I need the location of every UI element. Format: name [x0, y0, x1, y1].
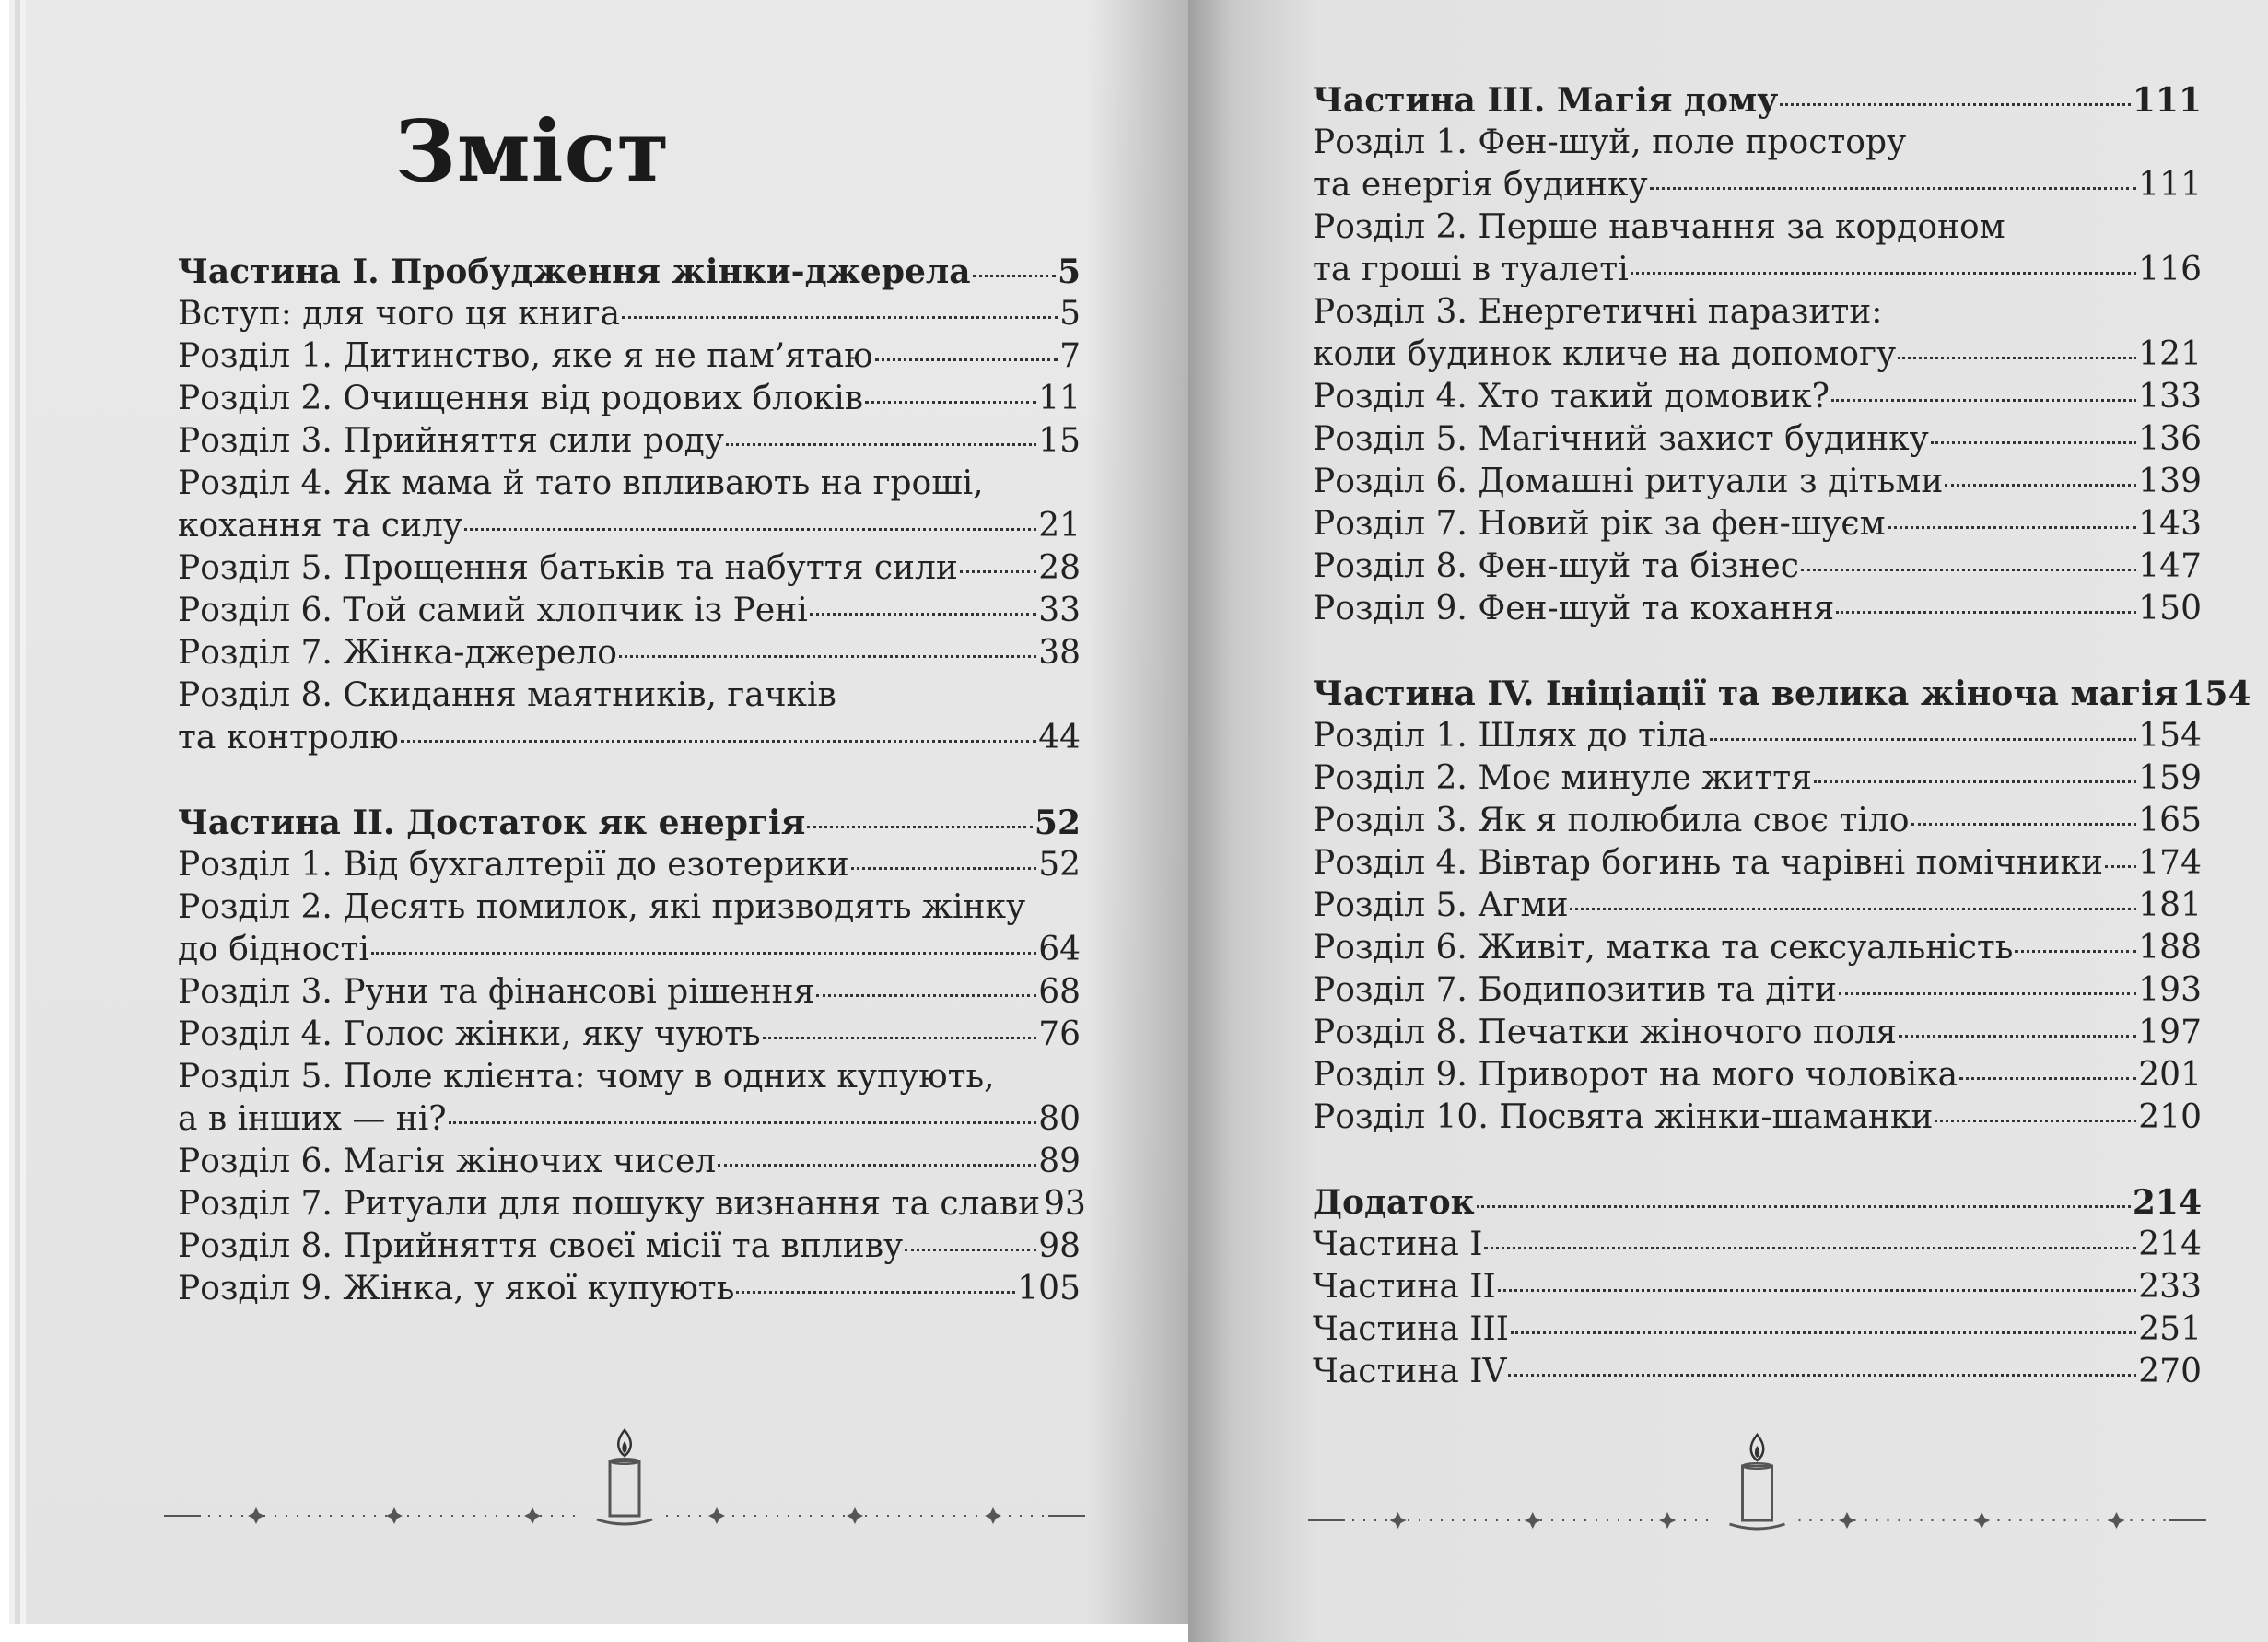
page-number: 111	[2138, 166, 2202, 204]
toc-entry-title: Розділ 8. Печатки жіночого поля	[1313, 1014, 1898, 1051]
dot-leader	[622, 316, 1058, 319]
page-number: 64	[1038, 931, 1081, 968]
moon-icon	[1598, 1514, 1605, 1527]
page-number: 52	[1034, 803, 1081, 842]
toc-entry	[178, 378, 1081, 420]
toc-section	[1313, 673, 2251, 1139]
page-number: 105	[1017, 1270, 1081, 1308]
toc-entry-row	[1313, 376, 2202, 418]
dot-leader	[810, 613, 1036, 616]
toc-section	[1313, 1181, 2202, 1393]
toc-entry-title: Розділ 8. Фен-шуй та бізнес	[1313, 547, 1799, 585]
toc-entry	[178, 1141, 1081, 1183]
moon-icon	[323, 1509, 330, 1522]
toc-entry-title: Розділ 4. Як мама й тато впливають на гроші,	[178, 464, 984, 502]
toc-entry-row	[1313, 1097, 2202, 1139]
toc-entry	[1313, 927, 2202, 969]
page-number: 5	[1059, 295, 1081, 333]
toc-entry-title: Розділ 10. Посвята жінки-шаманки	[1313, 1098, 1934, 1136]
dot-leader	[1935, 1120, 2136, 1122]
dot-leader	[449, 1121, 1037, 1124]
dot-leader	[1911, 823, 2137, 826]
dot-leader	[960, 570, 1036, 573]
page-title: Зміст	[394, 101, 671, 201]
page-number: 270	[2138, 1353, 2202, 1390]
toc-entry-title: Розділ 6. Живіт, матка та сексуальність	[1313, 929, 2014, 967]
dot-leader	[1650, 187, 2137, 190]
toc-entry	[1313, 1097, 2202, 1139]
toc-entry-title: кохання та силу	[178, 507, 463, 545]
toc-entry-row	[1313, 673, 2251, 715]
page-number: 154	[2181, 674, 2251, 713]
dot-leader	[1888, 526, 2137, 529]
page-number: 139	[2138, 463, 2202, 500]
star-icon	[1390, 1512, 1407, 1529]
page-number: 52	[1038, 846, 1081, 884]
toc-entry-row	[178, 717, 1081, 759]
toc-entry	[1313, 1266, 2202, 1308]
toc-entry-row	[1313, 588, 2202, 630]
page-number: 159	[2138, 759, 2202, 797]
toc-entry-title: Розділ 4. Вівтар богинь та чарівні помічники	[1313, 844, 2103, 882]
toc-entry-title: Розділ 3. Як я полюбила своє тіло	[1313, 802, 1910, 839]
page-number: 21	[1038, 507, 1081, 545]
dot-leader	[736, 1291, 1015, 1294]
dot-leader	[851, 867, 1037, 870]
star-icon	[1525, 1512, 1541, 1529]
toc-entry	[178, 844, 1081, 886]
toc-entry-row	[1313, 1224, 2202, 1266]
toc-entry-title: Розділ 7. Ритуали для пошуку визнання та слави	[178, 1185, 1041, 1223]
toc-entry-title: Вступ: для чого ця книга	[178, 295, 621, 333]
candle-icon	[597, 1430, 652, 1524]
page-number: 111	[2132, 81, 2202, 120]
toc-entry-title: Розділ 9. Фен-шуй та кохання	[1313, 590, 1835, 627]
toc-entry-title: та енергія будинку	[1313, 166, 1648, 204]
page-number: 210	[2138, 1098, 2202, 1136]
toc-entry-row	[178, 844, 1081, 886]
page-number: 147	[2138, 547, 2202, 585]
star-icon	[1659, 1512, 1676, 1529]
toc-entry-row	[1313, 969, 2202, 1012]
page-number: 116	[2138, 251, 2202, 288]
toc-entry-row	[178, 251, 1081, 293]
dot-leader	[1839, 992, 2136, 995]
toc-entry-row	[1313, 715, 2202, 757]
toc-entry	[1313, 842, 2202, 885]
toc-part-entry	[178, 802, 1081, 844]
toc-left	[178, 251, 1086, 1353]
toc-entry-row	[1313, 418, 2202, 461]
right-page	[1188, 0, 2268, 1642]
page-number: 121	[2138, 335, 2202, 373]
star-icon	[2109, 1512, 2125, 1529]
toc-entry-row	[1313, 249, 2202, 291]
toc-entry-row	[178, 547, 1081, 590]
dot-leader	[619, 655, 1036, 658]
star-icon	[985, 1507, 1001, 1524]
toc-entry	[178, 1268, 1081, 1310]
toc-entry	[178, 1014, 1081, 1056]
toc-section	[178, 802, 1086, 1310]
toc-entry-title: Розділ 1. Дитинство, яке я не пам’ятаю	[178, 337, 873, 375]
toc-entry-title: Частина I	[1313, 1226, 1483, 1263]
toc-part-entry	[178, 251, 1081, 293]
star-icon	[248, 1507, 264, 1524]
toc-entry-title: Розділ 6. Той самий хлопчик із Рені	[178, 592, 808, 629]
toc-entry-title: Розділ 7. Новий рік за фен-шуєм	[1313, 505, 1886, 543]
toc-entry	[1313, 206, 2202, 291]
toc-entry	[1313, 757, 2202, 800]
toc-entry-title: Розділ 3. Руни та фінансові рішення	[178, 973, 815, 1011]
star-icon	[386, 1507, 403, 1524]
dot-leader	[1780, 103, 2131, 106]
toc-part-entry	[1313, 673, 2251, 715]
toc-entry	[178, 1183, 1086, 1226]
toc-entry-title: Частина III	[1313, 1310, 1509, 1348]
toc-entry	[1313, 1308, 2202, 1351]
toc-entry-row	[1313, 164, 2202, 206]
toc-entry	[178, 420, 1081, 463]
toc-entry-title: Розділ 2. Перше навчання за кордоном	[1313, 208, 2005, 246]
toc-entry-title: Частина II	[1313, 1268, 1496, 1306]
toc-entry	[1313, 588, 2202, 630]
toc-entry-title: Розділ 2. Моє минуле життя	[1313, 759, 1812, 797]
toc-entry	[1313, 503, 2202, 545]
toc-entry-title: а в інших — ні?	[178, 1100, 447, 1138]
toc-entry-row	[1313, 927, 2202, 969]
toc-entry-row	[1313, 1181, 2202, 1224]
toc-entry-row	[178, 335, 1081, 378]
dot-leader	[1511, 1331, 2136, 1334]
page-number: 165	[2138, 802, 2202, 839]
toc-entry	[1313, 545, 2202, 588]
star-icon	[524, 1507, 541, 1524]
toc-entry-row	[178, 802, 1081, 844]
toc-entry	[1313, 715, 2202, 757]
toc-entry-title: Розділ 2. Очищення від родових блоків	[178, 380, 863, 417]
dot-leader	[1831, 399, 2136, 402]
toc-entry	[1313, 885, 2202, 927]
toc-entry-title: Розділ 1. Шлях до тіла	[1313, 717, 1708, 755]
toc-entry-title: Розділ 8. Прийняття своєї місії та впливу	[178, 1227, 904, 1265]
toc-entry-row	[178, 1098, 1081, 1141]
toc-entry-row	[1313, 1351, 2202, 1393]
toc-entry-row	[1313, 842, 2202, 885]
toc-entry	[178, 335, 1081, 378]
toc-entry	[1313, 122, 2202, 206]
toc-entry-title: Розділ 4. Хто такий домовик?	[1313, 378, 1830, 416]
toc-entry	[178, 886, 1081, 971]
star-icon	[1839, 1512, 1855, 1529]
toc-part-entry	[1313, 1181, 2202, 1224]
page-number: 28	[1038, 549, 1081, 587]
toc-entry-title: Частина IV	[1313, 1353, 1507, 1390]
page-number: 89	[1038, 1143, 1081, 1180]
candle-ornament	[164, 1428, 1085, 1539]
toc-entry-row	[178, 293, 1081, 335]
page-number: 5	[1057, 252, 1081, 291]
page-number: 143	[2138, 505, 2202, 543]
toc-entry-row	[1313, 461, 2202, 503]
toc-entry-title: Розділ 3. Енергетичні паразити:	[1313, 293, 1883, 331]
dot-leader	[1508, 1374, 2136, 1377]
page-number: 197	[2138, 1014, 2202, 1051]
toc-entry	[1313, 418, 2202, 461]
toc-entry	[1313, 1351, 2202, 1393]
page-number: 133	[2138, 378, 2202, 416]
page-number: 93	[1044, 1185, 1086, 1223]
toc-entry-row	[1313, 757, 2202, 800]
dot-leader	[807, 826, 1033, 828]
toc-entry-title: Частина I. Пробудження жінки-джерела	[178, 252, 971, 291]
toc-entry-title: Розділ 8. Скидання маятників, гачків	[178, 676, 836, 714]
toc-entry-title: Частина IV. Ініціації та велика жіноча магія	[1313, 674, 2179, 713]
toc-entry-row	[178, 1014, 1081, 1056]
page-number: 214	[2132, 1183, 2202, 1222]
page-number: 174	[2138, 844, 2202, 882]
dot-leader	[2015, 950, 2136, 953]
page-number: 76	[1038, 1015, 1081, 1053]
toc-section	[1313, 79, 2202, 630]
star-icon	[1973, 1512, 1990, 1529]
page-number: 68	[1038, 973, 1081, 1011]
toc-entry-title: Частина II. Достаток як енергія	[178, 803, 806, 842]
toc-entry-row	[1313, 800, 2202, 842]
toc-entry-row	[178, 632, 1081, 674]
toc-entry-title: Додаток	[1313, 1183, 1475, 1222]
dot-leader	[2105, 865, 2136, 868]
dot-leader	[1570, 908, 2136, 910]
dot-leader	[718, 1164, 1036, 1167]
candle-ornament	[1308, 1433, 2206, 1543]
toc-entry-row	[1313, 545, 2202, 588]
toc-entry	[178, 1226, 1081, 1268]
toc-entry	[1313, 1054, 2202, 1097]
dot-leader	[464, 528, 1036, 531]
toc-entry-row	[178, 1141, 1081, 1183]
toc-entry	[1313, 291, 2202, 376]
page-number: 38	[1038, 634, 1081, 672]
toc-entry-title: Розділ 5. Магічний захист будинку	[1313, 420, 1929, 458]
dot-leader	[875, 358, 1058, 361]
toc-entry-row	[1313, 334, 2202, 376]
page-number: 251	[2138, 1310, 2202, 1348]
toc-part-entry	[1313, 79, 2202, 122]
toc-entry	[1313, 800, 2202, 842]
toc-entry	[1313, 1012, 2202, 1054]
left-page	[26, 0, 1188, 1624]
dot-leader	[1959, 1077, 2136, 1080]
dot-leader	[763, 1037, 1037, 1039]
dot-leader	[816, 994, 1036, 997]
page-number: 214	[2138, 1226, 2202, 1263]
toc-entry-row	[178, 378, 1081, 420]
toc-entry-title: Розділ 2. Десять помилок, які призводять жінку	[178, 888, 1026, 926]
toc-entry	[178, 293, 1081, 335]
toc-entry-row	[178, 971, 1081, 1014]
page-number: 7	[1059, 337, 1081, 375]
toc-entry-row	[178, 1226, 1081, 1268]
toc-entry-title: Розділ 3. Прийняття сили роду	[178, 422, 724, 460]
toc-entry-title: Частина III. Магія дому	[1313, 81, 1779, 120]
dot-leader	[371, 952, 1036, 955]
page-number: 80	[1038, 1100, 1081, 1138]
toc-entry-row	[178, 420, 1081, 463]
dot-leader	[401, 740, 1036, 743]
toc-entry	[178, 971, 1081, 1014]
toc-entry-row	[1313, 1308, 2202, 1351]
toc-entry	[1313, 969, 2202, 1012]
toc-entry-title: Розділ 6. Магія жіночих чисел	[178, 1143, 717, 1180]
dot-leader	[1814, 780, 2136, 783]
toc-entry-row	[1313, 503, 2202, 545]
toc-entry-title: та гроші в туалеті	[1313, 251, 1629, 288]
page-number: 136	[2138, 420, 2202, 458]
dot-leader	[905, 1249, 1036, 1251]
toc-entry-row	[178, 929, 1081, 971]
dot-leader	[1931, 441, 2136, 444]
toc-entry-title: Розділ 7. Бодипозитив та діти	[1313, 971, 1837, 1009]
page-number: 33	[1038, 592, 1081, 629]
toc-entry	[178, 463, 1081, 547]
dot-leader	[726, 443, 1036, 446]
toc-entry-title: Розділ 5. Поле клієнта: чому в одних купують,	[178, 1058, 995, 1096]
toc-entry-row	[178, 505, 1081, 547]
toc-entry	[1313, 461, 2202, 503]
toc-right	[1313, 79, 2251, 1436]
toc-entry-title: та контролю	[178, 719, 399, 756]
toc-entry	[1313, 1224, 2202, 1266]
moon-icon	[913, 1509, 919, 1522]
toc-entry-title: коли будинок кличе на допомогу	[1313, 335, 1897, 373]
toc-section	[178, 251, 1081, 759]
toc-entry-row	[1313, 885, 2202, 927]
dot-leader	[1836, 611, 2136, 614]
toc-entry-title: Розділ 5. Агми	[1313, 886, 1569, 924]
page-number: 188	[2138, 929, 2202, 967]
page-number: 15	[1038, 422, 1081, 460]
toc-entry-title: Розділ 7. Жінка-джерело	[178, 634, 617, 672]
toc-entry-title: Розділ 5. Прощення батьків та набуття сили	[178, 549, 958, 587]
page-number: 154	[2138, 717, 2202, 755]
toc-entry-row	[1313, 1266, 2202, 1308]
dot-leader	[1898, 357, 2136, 359]
toc-entry-title: до бідності	[178, 931, 369, 968]
candle-icon	[1730, 1435, 1785, 1529]
toc-entry	[1313, 376, 2202, 418]
toc-entry-row	[1313, 1054, 2202, 1097]
toc-entry-title: Розділ 9. Жінка, у якої купують	[178, 1270, 735, 1308]
dot-leader	[1945, 484, 2136, 487]
toc-entry	[178, 1056, 1081, 1141]
toc-entry	[178, 590, 1081, 632]
dot-leader	[1801, 569, 2136, 571]
page-number: 44	[1038, 719, 1081, 756]
dot-leader	[865, 401, 1036, 404]
page-number: 193	[2138, 971, 2202, 1009]
dot-leader	[1631, 272, 2137, 275]
toc-entry	[178, 632, 1081, 674]
dot-leader	[1484, 1247, 2136, 1249]
star-icon	[708, 1507, 725, 1524]
page-number: 11	[1038, 380, 1081, 417]
dot-leader	[1498, 1289, 2137, 1292]
page-number: 150	[2138, 590, 2202, 627]
page-number: 181	[2138, 886, 2202, 924]
dot-leader	[1477, 1205, 2131, 1208]
toc-entry-title: Розділ 6. Домашні ритуали з дітьми	[1313, 463, 1944, 500]
page-number: 233	[2138, 1268, 2202, 1306]
star-icon	[847, 1507, 863, 1524]
toc-entry-title: Розділ 1. Від бухгалтерії до езотерики	[178, 846, 849, 884]
dot-leader	[1899, 1035, 2136, 1038]
dot-leader	[973, 275, 1056, 277]
toc-entry-row	[178, 590, 1081, 632]
toc-entry-row	[1313, 79, 2202, 122]
moon-icon	[1903, 1514, 1910, 1527]
toc-entry-title: Розділ 4. Голос жінки, яку чують	[178, 1015, 761, 1053]
toc-entry-row	[178, 1268, 1081, 1310]
toc-entry	[178, 547, 1081, 590]
toc-entry-row	[178, 1183, 1086, 1226]
toc-entry-title: Розділ 1. Фен-шуй, поле простору	[1313, 123, 1907, 161]
dot-leader	[1710, 738, 2137, 741]
page-number: 201	[2138, 1056, 2202, 1094]
page-number: 98	[1038, 1227, 1081, 1265]
toc-entry-row	[1313, 1012, 2202, 1054]
toc-entry-title: Розділ 9. Приворот на мого чоловіка	[1313, 1056, 1958, 1094]
toc-entry	[178, 674, 1081, 759]
